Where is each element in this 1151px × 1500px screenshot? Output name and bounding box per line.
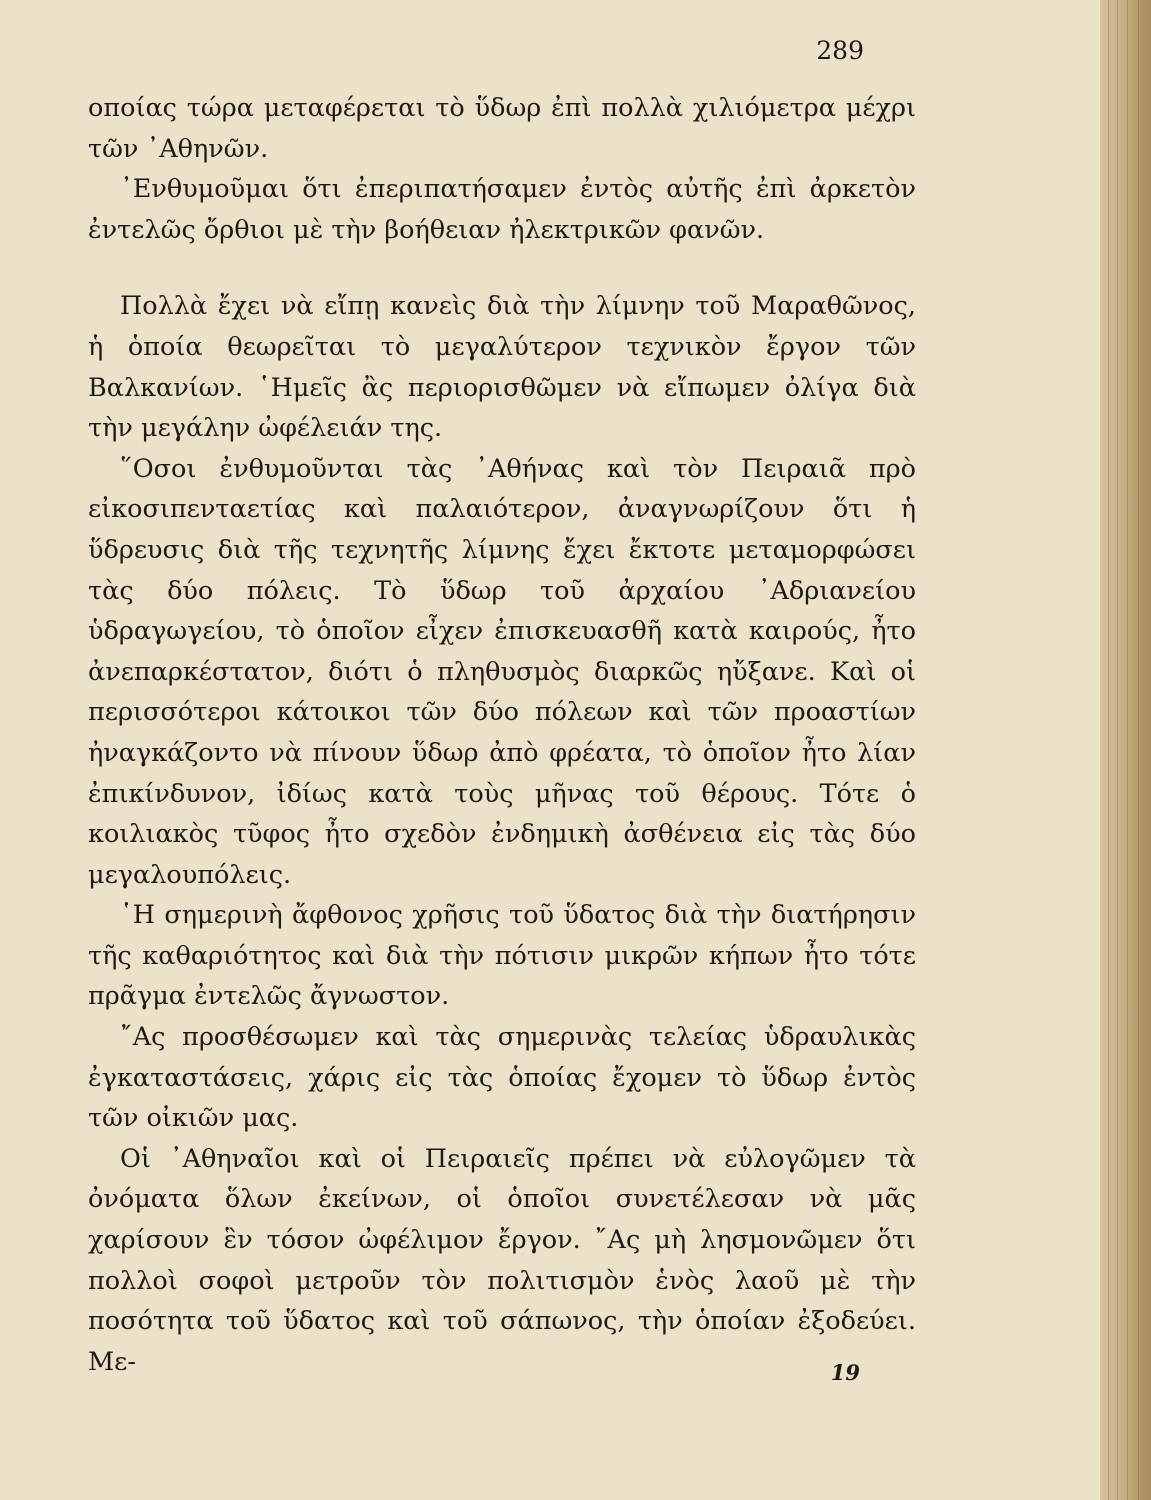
- paragraph: ῾Η σημερινὴ ἄφθονος χρῆσις τοῦ ὕδατος διὰ τὴν διατήρησιν τῆς καθαριότητος καὶ διὰ τὴν πότισιν μικρῶν κήπων ἦτο τότε πρᾶγμα ἐντελῶς ἄγνωστον.: [88, 900, 916, 1012]
- paragraph: Οἱ ᾿Αθηναῖοι καὶ οἱ Πειραιεῖς πρέπει νὰ εὐλογῶμεν τὰ ὀνόματα ὅλων ἐκείνων, οἱ ὁποῖοι συνετέλεσαν νὰ μᾶς χαρίσουν ἓν τόσον ὠφέλιμον ἔργον. ῎Ας μὴ λησμονῶμεν ὅτι πολλοὶ σοφοὶ μετροῦν τὸν πολιτισμὸν ἑνὸς λαοῦ μὲ τὴν ποσότητα τοῦ ὕδατος καὶ τοῦ σάπωνος, τὴν ὁποίαν ἐξοδεύει. Με-: [88, 1143, 916, 1377]
- page-edge: [1100, 0, 1151, 1500]
- paragraph: ῞Οσοι ἐνθυμοῦνται τὰς ᾿Αθήνας καὶ τὸν Πειραιᾶ πρὸ εἰκοσιπενταετίας καὶ παλαιότερον, ἀναγνωρίζουν ὅτι ἡ ὕδρευσις διὰ τῆς τεχνητῆς λίμνης ἔχει ἔκτοτε μεταμορφώσει τὰς δύο πόλεις. Τὸ ὕδωρ τοῦ ἀρχαίου ᾿Αδριανείου ὑδραγωγείου, τὸ ὁποῖον εἶχεν ἐπισκευασθῆ κατὰ καιρούς, ἦτο ἀνεπαρκέστατον, διότι ὁ πληθυσμὸς διαρκῶς ηὔξανε. Καὶ οἱ περισσότεροι κάτοικοι τῶν δύο πόλεων καὶ τῶν προαστίων ἠναγκάζοντο νὰ πίνουν ὕδωρ ἀπὸ φρέατα, τὸ ὁποῖον ἦτο λίαν ἐπικίνδυνον, ἰδίως κατὰ τοὺς μῆνας τοῦ θέρους. Τότε ὁ κοιλιακὸς τῦφος ἦτο σχεδὸν ἐνδημικὴ ἀσθένεια εἰς τὰς δύο μεγαλουπόλεις.: [88, 453, 916, 890]
- signature-folio-number: 19: [830, 1360, 860, 1385]
- paragraph: ῎Ας προσθέσωμεν καὶ τὰς σημερινὰς τελείας ὑδραυλικὰς ἐγκαταστάσεις, χάρις εἰς τὰς ὁποίας ἔχομεν τὸ ὕδωρ ἐντὸς τῶν οἰκιῶν μας.: [88, 1022, 916, 1134]
- paragraph: ᾿Ενθυμοῦμαι ὅτι ἐπεριπατήσαμεν ἐντὸς αὐτῆς ἐπὶ ἀρκετὸν ἐντελῶς ὄρθιοι μὲ τὴν βοήθειαν ἠλεκτρικῶν φανῶν.: [88, 174, 916, 245]
- page-body-text: [88, 88, 916, 1382]
- page-number: 289: [816, 36, 864, 65]
- paragraph: οποίας τώρα μεταφέρεται τὸ ὕδωρ ἐπὶ πολλὰ χιλιόμετρα μέχρι τῶν ᾿Αθηνῶν.: [88, 93, 916, 164]
- paragraph: Πολλὰ ἔχει νὰ εἴπῃ κανεὶς διὰ τὴν λίμνην τοῦ Μαραθῶνος, ἡ ὁποία θεωρεῖται τὸ μεγαλύτερον τεχνικὸν ἔργον τῶν Βαλκανίων. ῾Ημεῖς ἂς περιορισθῶμεν νὰ εἴπωμεν ὀλίγα διὰ τὴν μεγάλην ὠφέλειάν της.: [88, 291, 916, 444]
